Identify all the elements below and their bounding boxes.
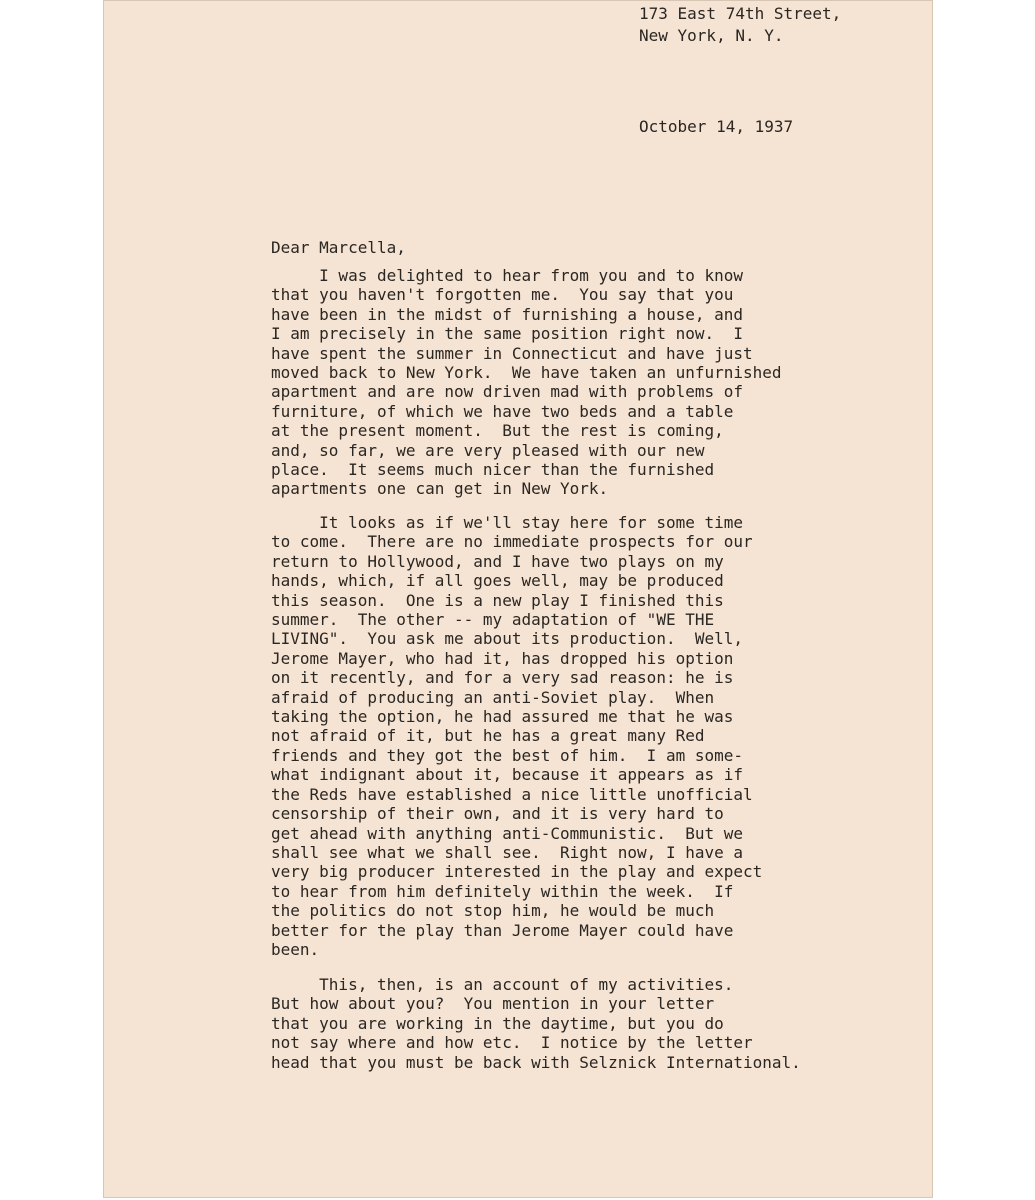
letter-date: October 14, 1937 [639, 117, 794, 136]
sender-address: 173 East 74th Street, New York, N. Y. [639, 4, 842, 45]
paragraph-2: It looks as if we'll stay here for some time to come. There are no immediate prospects for our return to Hollywood, and I have two plays on my hands, which, if all goes well, may be produced this season. One is a new play I finished this summer. The other -- my adaptation of "WE THE LIVING". You ask me about its production. Well, Jerome Mayer, who had it, has dropped his option on it recently, and for a very sad reason: he is afraid of producing an anti-Soviet play. When taking the option, he had assured me that he was not afraid of it, but he has a great many Red friends and they got the best of him. I am some- what indignant about it, because it appears as if the Reds have established a nice little unofficial censorship of their own, and it is very hard to get ahead with anything anti-Communistic. But we shall see what we shall see. Right now, I have a very big producer interested in the play and expect to hear from him definitely within the week. If the politics do not stop him, he would be much better for the play than Jerome Mayer could have been. [271, 513, 763, 959]
salutation: Dear Marcella, [271, 238, 406, 257]
paragraph-3: This, then, is an account of my activities. But how about you? You mention in your letter that you are working in the daytime, but you do not say where and how etc. I notice by the letter head that you must be back with Selznick International. [271, 975, 801, 1072]
paragraph-1: I was delighted to hear from you and to know that you haven't forgotten me. You say that you have been in the midst of furnishing a house, and I am precisely in the same position right now. I have spent the summer in Connecticut and have just moved back to New York. We have taken an unfurnished apartment and are now driven mad with problems of furniture, of which we have two beds and a table at the present moment. But the rest is coming, and, so far, we are very pleased with our new place. It seems much nicer than the furnished apartments one can get in New York. [271, 266, 782, 499]
letter-page [103, 0, 933, 1198]
